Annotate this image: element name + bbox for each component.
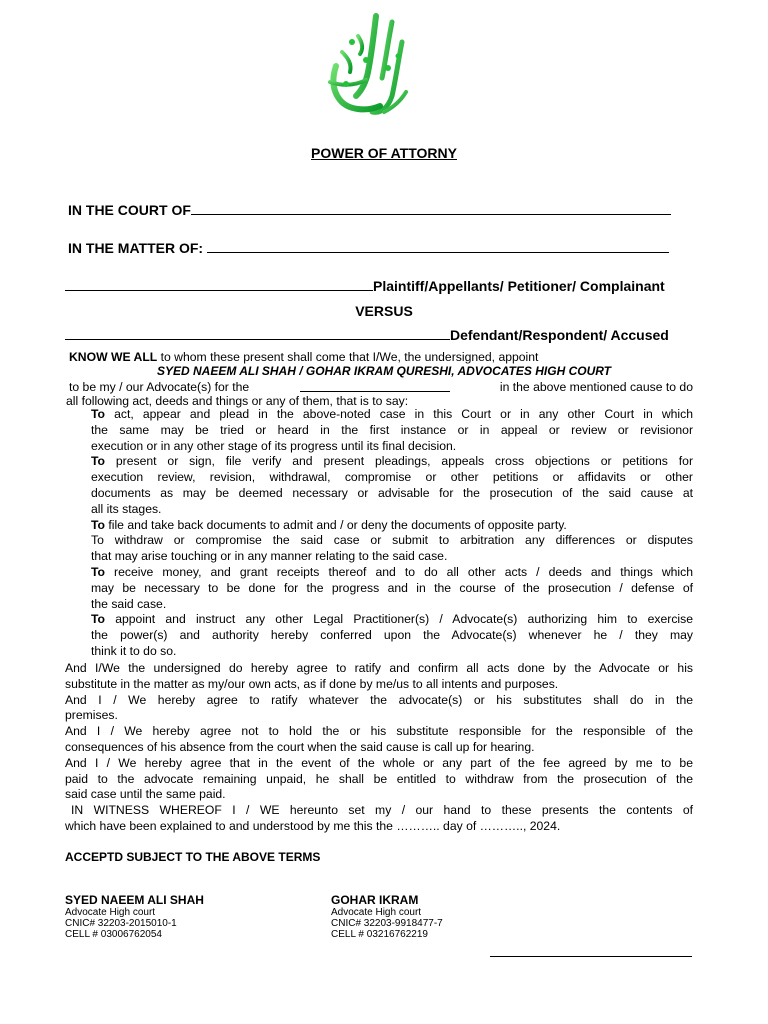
plaintiff-blank[interactable] bbox=[65, 289, 373, 291]
matter-blank[interactable] bbox=[207, 251, 669, 253]
signatory-2 bbox=[331, 893, 443, 940]
clause-text: To withdraw or compromise the said case or submit to arbitration any differences or disputes bbox=[91, 533, 693, 548]
clause-lead: To bbox=[91, 407, 105, 421]
intro-lead: KNOW WE ALL bbox=[69, 350, 158, 364]
clauses-block bbox=[91, 407, 693, 660]
agreement-line: And I / We hereby agree that in the event of the whole or any part of the fee agreed by me to be bbox=[65, 755, 693, 770]
clause-text: execution review, revision, withdrawal, compromise or other petitions or affidavits or other bbox=[91, 470, 693, 485]
agreement-line: paid to the advocate remaining unpaid, he shall be entitled to withdraw from the prosecution of the bbox=[65, 771, 693, 786]
signatory-name: SYED NAEEM ALI SHAH bbox=[65, 893, 204, 907]
accept-statement: ACCEPTD SUBJECT TO THE ABOVE TERMS bbox=[65, 850, 321, 864]
signature-line[interactable] bbox=[490, 956, 692, 957]
clause-line bbox=[91, 628, 693, 644]
intro-line-1-end: in the above mentioned cause to do bbox=[499, 380, 693, 394]
defendant-line bbox=[65, 327, 669, 343]
agreement-paragraph bbox=[65, 724, 693, 756]
document-title: POWER OF ATTORNY bbox=[311, 145, 457, 161]
clause-text: the said case. bbox=[91, 596, 167, 611]
clause-paragraph bbox=[91, 565, 693, 612]
clause-lead: To bbox=[91, 612, 105, 627]
clause-text: file and take back documents to admit and / or deny the documents of opposite party. bbox=[108, 517, 567, 532]
clause-line bbox=[91, 565, 693, 581]
matter-line bbox=[68, 240, 669, 256]
court-label: IN THE COURT OF bbox=[68, 202, 191, 218]
court-blank[interactable] bbox=[191, 213, 671, 215]
clause-line bbox=[91, 644, 693, 660]
clause-text: documents as may be deemed necessary or advisable for the prosecution of the said cause at bbox=[91, 485, 693, 500]
clause-line bbox=[91, 549, 693, 565]
agreement-paragraph bbox=[65, 661, 693, 693]
clause-paragraph bbox=[91, 407, 693, 454]
clause-text: act, appear and plead in the above-noted case in this Court or in any other Court in which bbox=[114, 407, 693, 421]
clause-text: all its stages. bbox=[91, 501, 162, 516]
cause-blank[interactable] bbox=[300, 390, 450, 392]
clause-line bbox=[91, 407, 693, 423]
clause-paragraph bbox=[91, 612, 693, 659]
clause-line bbox=[91, 533, 693, 549]
clause-text: that may arise touching or in any manner relating to the said case. bbox=[91, 549, 448, 564]
clause-text: receive money, and grant receipts thereof and to do all other acts / deeds and things which bbox=[114, 564, 693, 579]
clause-text: present or sign, file verify and present pleadings, appeals cross objections or petitions for bbox=[115, 454, 693, 469]
agreement-paragraph bbox=[65, 693, 693, 725]
agreement-paragraph bbox=[65, 756, 693, 803]
agreement-line: consequences of his absence from the court when the said cause is call up for hearing. bbox=[65, 739, 535, 754]
clause-line bbox=[91, 581, 693, 597]
clause-line bbox=[91, 423, 693, 439]
agreement-line: IN WITNESS WHEREOF I / WE hereunto set my / our hand to these presents the contents of bbox=[71, 803, 693, 818]
clause-line bbox=[91, 439, 693, 455]
clause-line bbox=[91, 612, 693, 628]
clause-lead: To bbox=[91, 564, 105, 579]
court-line bbox=[68, 202, 671, 218]
intro-text: to whom these present shall come that I/We, the undersigned, appoint bbox=[157, 350, 539, 364]
clause-line bbox=[91, 470, 693, 486]
signatory-name: GOHAR IKRAM bbox=[331, 893, 419, 907]
agreement-line: which have been explained to and understood by me this the ……….. day of ……….., 2024. bbox=[65, 818, 561, 833]
defendant-blank[interactable] bbox=[65, 338, 450, 340]
clause-lead: To bbox=[91, 517, 105, 532]
advocates-heading: SYED NAEEM ALI SHAH / GOHAR IKRAM QURESHI, ADVOCATES HIGH COURT bbox=[156, 364, 612, 378]
agreement-line: substitute in the matter as my/our own acts, as if done by me/us to all intents and purposes. bbox=[65, 676, 559, 691]
arabic-calligraphy-logo bbox=[322, 12, 414, 122]
clause-text: the power(s) and authority hereby conferred upon the Advocate(s) whenever he / they may bbox=[91, 628, 693, 643]
clause-line bbox=[91, 518, 693, 534]
clause-paragraph bbox=[91, 533, 693, 565]
clause-text: appoint and instruct any other Legal Practitioner(s) / Advocate(s) authorizing him to exercise bbox=[115, 612, 693, 627]
clause-text: may be necessary to be done for the progress and in the course of the prosecution / defense of bbox=[91, 580, 693, 595]
intro-line-2: all following act, deeds and things or any of them, that is to say: bbox=[66, 394, 409, 408]
agreement-line: And I / We hereby agree not to hold the or his substitute responsible for the responsible of the bbox=[65, 724, 693, 739]
clause-text: execution or in any other stage of its progress until its final decision. bbox=[91, 438, 457, 453]
signatory-cell: CELL # 03216762219 bbox=[331, 929, 428, 940]
defendant-label: Defendant/Respondent/ Accused bbox=[450, 327, 669, 343]
agreement-line: And I / We hereby agree to ratify whatever the advocate(s) or his substitutes shall do in the bbox=[65, 692, 693, 707]
signatory-cnic: CNIC# 32203-2015010-1 bbox=[65, 918, 177, 929]
signatory-cell: CELL # 03006762054 bbox=[65, 929, 162, 940]
agreement-line: premises. bbox=[65, 708, 118, 723]
intro-line-1-start: to be my / our Advocate(s) for the bbox=[69, 380, 250, 394]
matter-label: IN THE MATTER OF: bbox=[68, 240, 204, 256]
agreement-line: said case until the same paid. bbox=[65, 787, 226, 802]
clause-line bbox=[91, 502, 693, 518]
clause-text: think it to do so. bbox=[91, 643, 177, 658]
plaintiff-label: Plaintiff/Appellants/ Petitioner/ Complainant bbox=[373, 278, 665, 294]
clause-text: the same may be tried or heard in the first instance or in appeal or review or revisionor bbox=[91, 422, 693, 437]
clause-line bbox=[91, 486, 693, 502]
signatory-cnic: CNIC# 32203-9918477-7 bbox=[331, 918, 443, 929]
clause-line bbox=[91, 597, 693, 613]
signatory-1 bbox=[65, 893, 204, 940]
clause-lead: To bbox=[91, 454, 105, 469]
signatory-title: Advocate High court bbox=[65, 907, 156, 918]
clause-paragraph bbox=[91, 518, 693, 534]
agreement-paragraph bbox=[65, 803, 693, 835]
clause-line bbox=[91, 454, 693, 470]
plaintiff-line bbox=[65, 278, 665, 294]
agreement-line: And I/We the undersigned do hereby agree to ratify and confirm all acts done by the Advocate or his bbox=[65, 661, 693, 675]
signatory-title: Advocate High court bbox=[331, 907, 422, 918]
agreements-block bbox=[65, 661, 693, 835]
versus-label: VERSUS bbox=[355, 303, 413, 319]
clause-paragraph bbox=[91, 454, 693, 517]
